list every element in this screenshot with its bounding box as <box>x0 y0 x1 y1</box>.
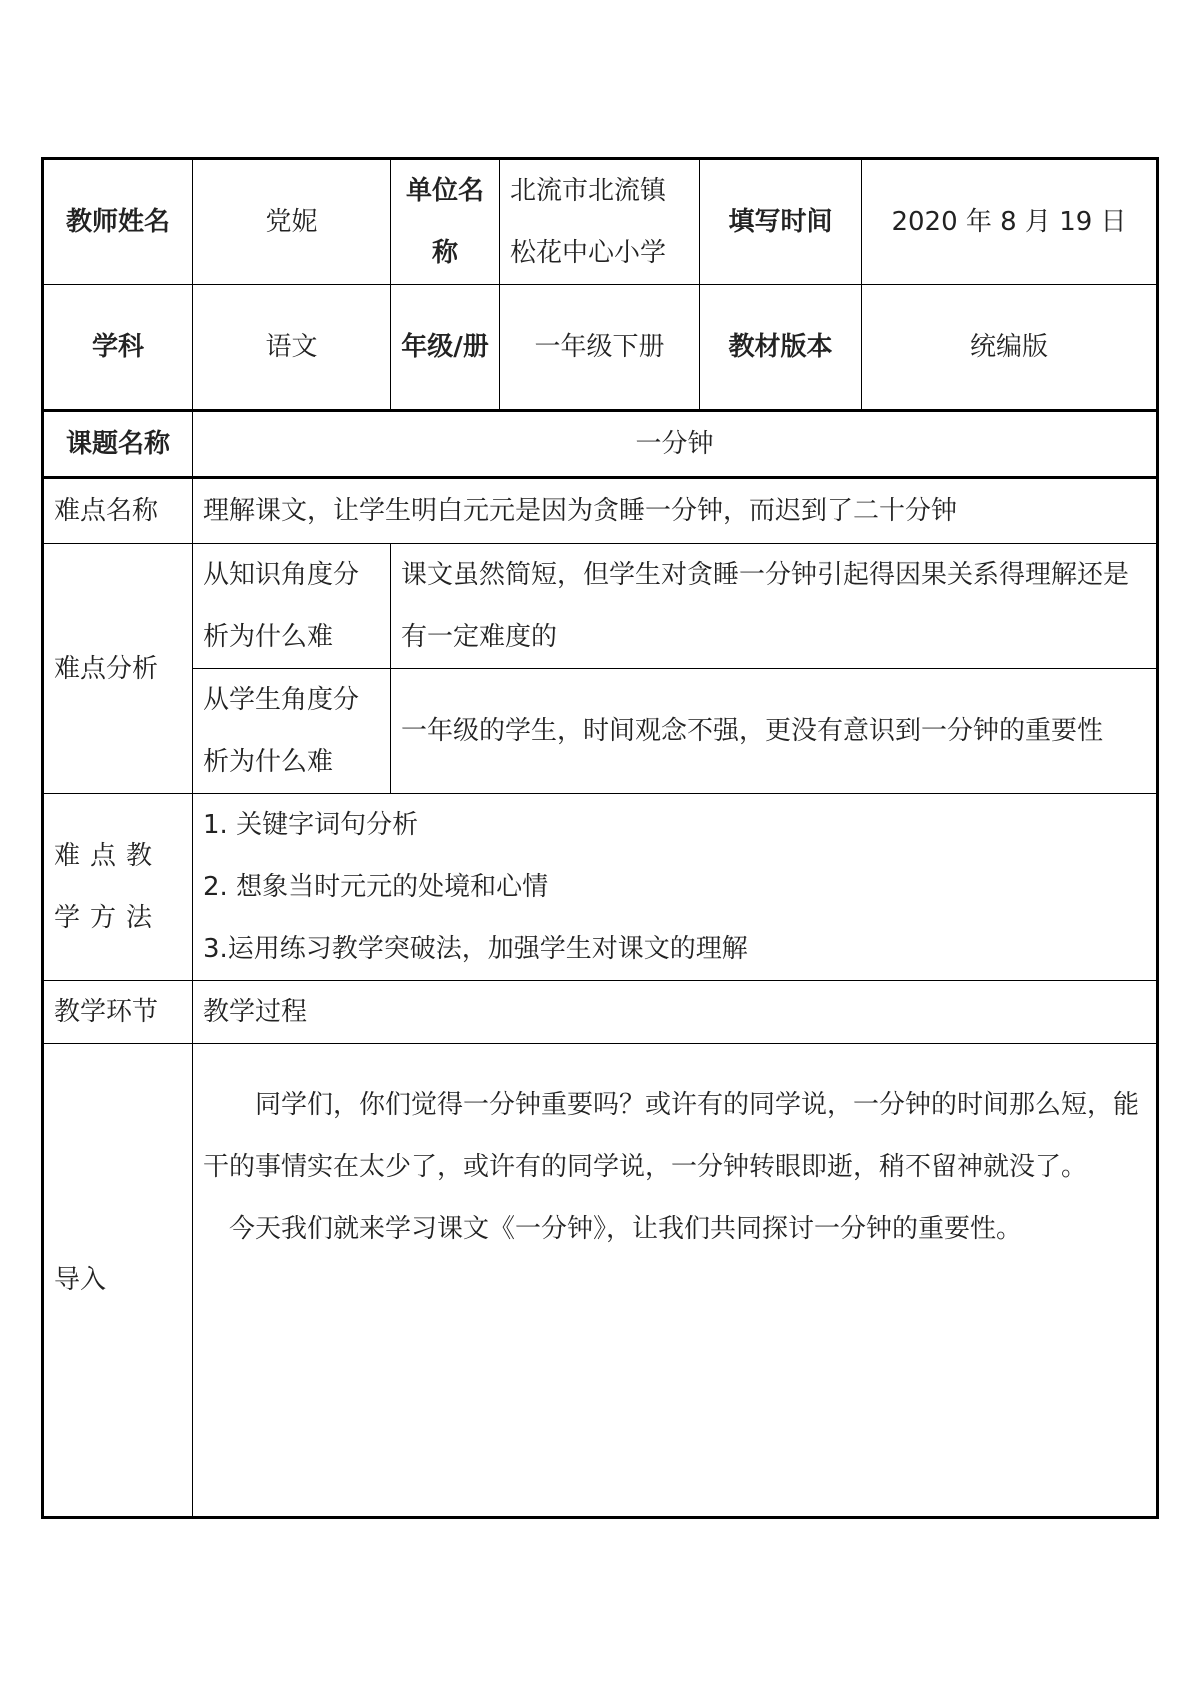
fill-date-label: 填写时间 <box>700 159 862 285</box>
teaching-method-list <box>193 794 1158 981</box>
fill-date-value: 2020 年 8 月 19 日 <box>862 159 1158 285</box>
student-angle-value: 一年级的学生，时间观念不强，更没有意识到一分钟的重要性 <box>391 669 1158 794</box>
unit-name-label: 单位名称 <box>391 159 500 285</box>
subject-label: 学科 <box>43 285 193 411</box>
method-item: 3.运用练习教学突破法，加强学生对课文的理解 <box>203 934 748 964</box>
edition-label: 教材版本 <box>700 285 862 411</box>
method-item: 1. 关键字词句分析 <box>203 810 419 840</box>
process-label: 教学过程 <box>193 981 1158 1044</box>
grade-label: 年级/册 <box>391 285 500 411</box>
edition-value: 统编版 <box>862 285 1158 411</box>
topic-row <box>43 411 1158 478</box>
difficulty-name-row <box>43 478 1158 544</box>
student-analysis-row <box>43 669 1158 794</box>
intro-paragraph: 今天我们就来学习课文《一分钟》，让我们共同探讨一分钟的重要性。 <box>229 1214 1023 1244</box>
topic-label: 课题名称 <box>43 411 193 478</box>
knowledge-angle-value: 课文虽然简短，但学生对贪睡一分钟引起得因果关系得理解还是有一定难度的 <box>391 544 1158 669</box>
intro-content <box>193 1044 1158 1518</box>
teacher-name-value: 党妮 <box>193 159 391 285</box>
teacher-info-row <box>43 159 1158 285</box>
intro-label: 导入 <box>43 1044 193 1518</box>
teacher-name-label: 教师姓名 <box>43 159 193 285</box>
difficulty-name-label: 难点名称 <box>43 478 193 544</box>
method-item: 2. 想象当时元元的处境和心情 <box>203 872 549 902</box>
knowledge-analysis-row <box>43 544 1158 669</box>
stage-label: 教学环节 <box>43 981 193 1044</box>
subject-value: 语文 <box>193 285 391 411</box>
teaching-method-label: 难点教学方法 <box>43 794 193 981</box>
unit-name-value: 北流市北流镇松花中心小学 <box>500 159 700 285</box>
lesson-plan-table <box>41 157 1159 1519</box>
difficulty-name-value: 理解课文，让学生明白元元是因为贪睡一分钟，而迟到了二十分钟 <box>193 478 1158 544</box>
intro-row <box>43 1044 1158 1518</box>
topic-value: 一分钟 <box>193 411 1158 478</box>
stage-header-row <box>43 981 1158 1044</box>
difficulty-analysis-label: 难点分析 <box>43 544 193 794</box>
knowledge-angle-label: 从知识角度分析为什么难 <box>193 544 391 669</box>
subject-info-row <box>43 285 1158 411</box>
grade-value: 一年级下册 <box>500 285 700 411</box>
student-angle-label: 从学生角度分析为什么难 <box>193 669 391 794</box>
teaching-method-row <box>43 794 1158 981</box>
intro-paragraph: 同学们，你们觉得一分钟重要吗？或许有的同学说，一分钟的时间那么短，能干的事情实在太少了，或许有的同学说，一分钟转眼即逝，稍不留神就没了。 <box>203 1090 1140 1182</box>
